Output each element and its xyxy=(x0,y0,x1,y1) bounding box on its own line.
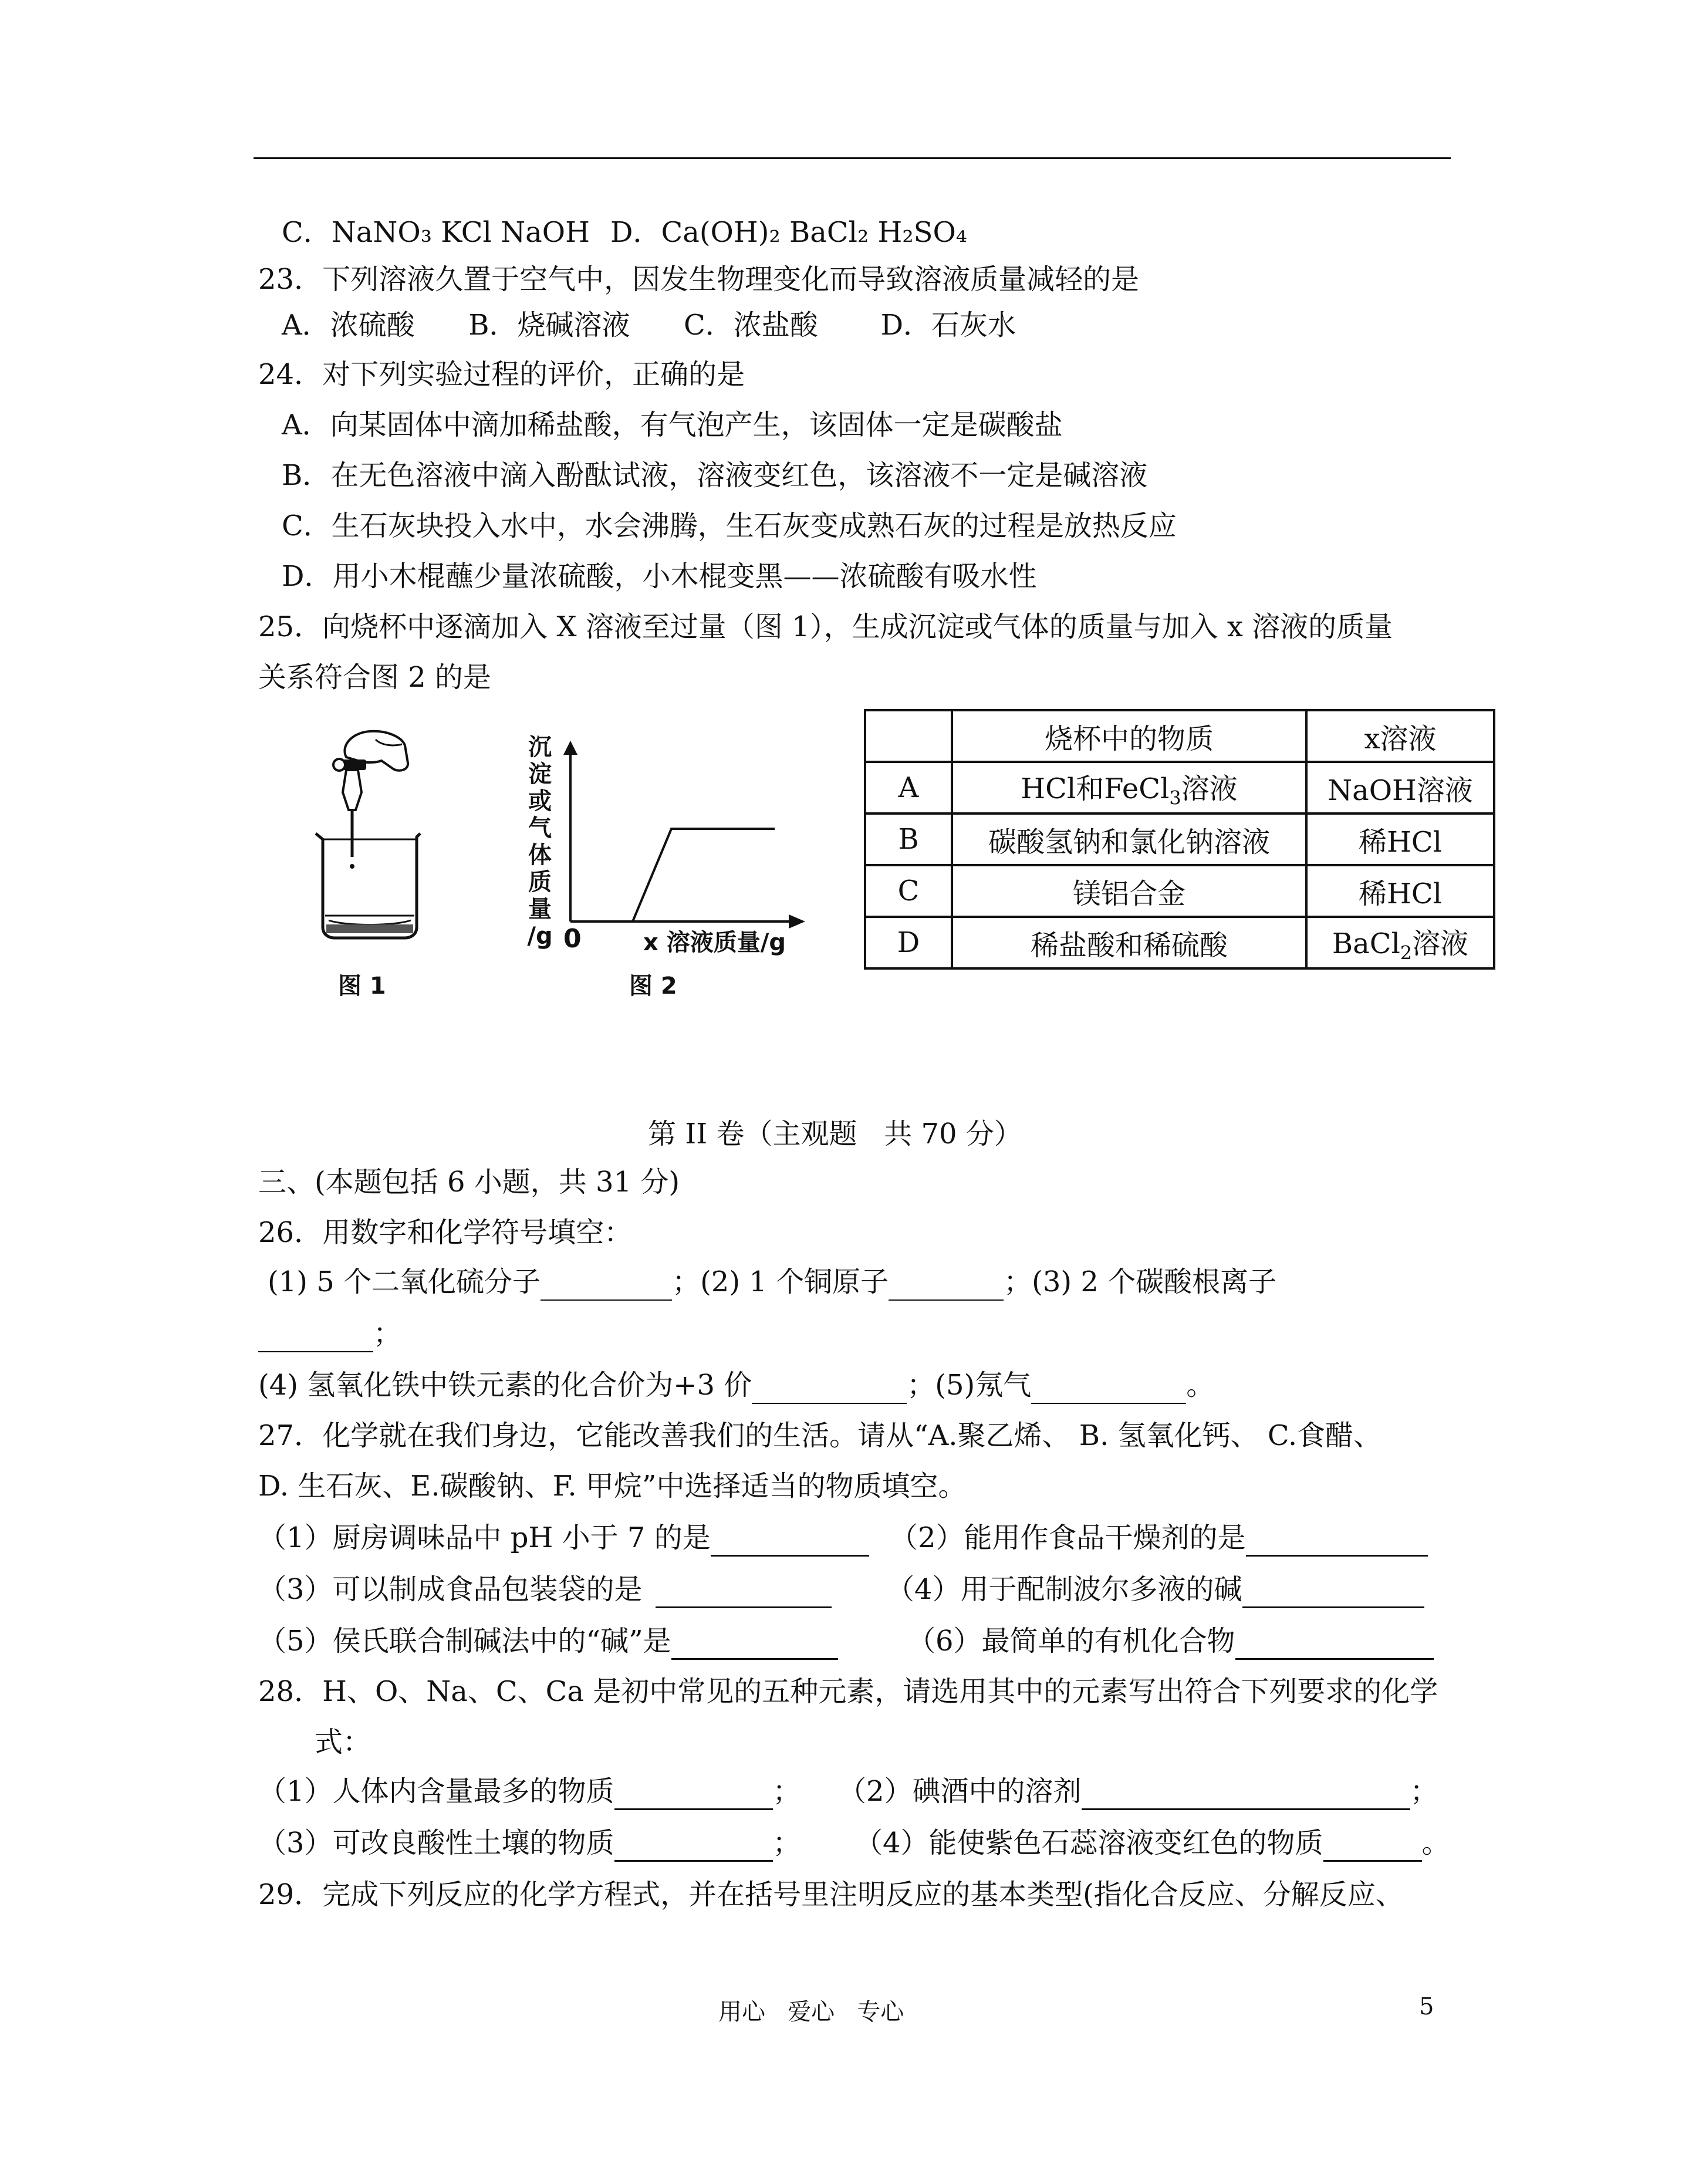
answer-blank[interactable] xyxy=(1235,1628,1434,1660)
q27-stem-line2: D. 生石灰、E.碳酸钠、F. 甲烷”中选择适当的物质填空。 xyxy=(258,1470,967,1503)
option-key: C xyxy=(865,865,952,917)
q26-stem: 26．用数字和化学符号填空： xyxy=(258,1216,633,1249)
answer-blank[interactable] xyxy=(614,1778,773,1810)
punctuation: ； xyxy=(1410,1775,1438,1808)
q28-stem-line1: 28．H、O、Na、C、Ca 是初中常见的五种元素，请选用其中的元素写出符合下列要求的化学 xyxy=(258,1675,1438,1708)
q27-item-4 xyxy=(886,1571,1424,1608)
q27-item-2 xyxy=(890,1519,1428,1557)
q25-stem-line1: 25．向烧杯中逐滴加入 X 溶液至过量（图 1），生成沉淀或气体的质量与加入 x 溶液的质量 xyxy=(258,610,1393,643)
option-substance: 碳酸氢钠和氯化钠溶液 xyxy=(952,813,1306,865)
option-substance: HCl和FeCl$_3$溶液 xyxy=(952,762,1306,813)
q25-options-table xyxy=(864,709,1495,970)
q27-item-6-text: （6）最简单的有机化合物 xyxy=(907,1625,1235,1658)
option-substance: 镁铝合金 xyxy=(952,865,1306,917)
q28-item-1-text: （1）人体内含量最多的物质 xyxy=(258,1775,614,1808)
q27-item-1-text: （1）厨房调味品中 pH 小于 7 的是 xyxy=(258,1521,711,1554)
q24-stem: 24．对下列实验过程的评价，正确的是 xyxy=(258,358,745,391)
option-substance: 稀盐酸和稀硫酸 xyxy=(952,917,1306,968)
q28-item-1 xyxy=(258,1773,801,1810)
punctuation: ； xyxy=(772,1827,801,1859)
answer-blank[interactable] xyxy=(711,1524,869,1557)
q23-options: A．浓硫酸 B．烧碱溶液 C．浓盐酸 D．石灰水 xyxy=(282,309,1016,342)
option-key: A xyxy=(865,762,952,813)
q26-line2 xyxy=(258,1315,401,1352)
q27-item-1 xyxy=(258,1519,869,1557)
answer-blank[interactable] xyxy=(614,1829,773,1862)
section-3-heading: 三、(本题包括 6 小题，共 31 分) xyxy=(258,1166,680,1199)
q28-item-2-text: （2）碘酒中的溶剂 xyxy=(838,1775,1082,1808)
q28-item-4-text: （4）能使紫色石蕊溶液变红色的物质 xyxy=(854,1827,1323,1859)
punctuation: ； xyxy=(373,1317,402,1350)
q26-item-5: ；(5)氖气 xyxy=(907,1369,1032,1402)
q27-item-3 xyxy=(258,1571,832,1608)
table-row xyxy=(865,865,1494,917)
answer-blank[interactable] xyxy=(656,1576,832,1608)
table-header-row xyxy=(865,710,1494,762)
figure-1-label: 图 1 xyxy=(338,973,386,1000)
option-solution: BaCl$_2$溶液 xyxy=(1306,917,1494,968)
q28-item-4 xyxy=(854,1824,1450,1862)
punctuation: 。 xyxy=(1186,1369,1215,1402)
answer-blank[interactable] xyxy=(671,1628,838,1660)
q27-item-6 xyxy=(907,1622,1434,1660)
mass-curve-graph xyxy=(563,740,810,933)
table-header-cell: x溶液 xyxy=(1306,710,1494,762)
answer-blank[interactable] xyxy=(1031,1372,1186,1404)
punctuation: ； xyxy=(772,1775,801,1808)
answer-blank[interactable] xyxy=(1323,1829,1422,1862)
q26-item-3: ；(3) 2 个碳酸根离子 xyxy=(1004,1265,1277,1298)
option-solution: NaOH溶液 xyxy=(1306,762,1494,813)
footer-motto: 用心 爱心 专心 xyxy=(718,1999,904,2026)
q28-item-3 xyxy=(258,1824,801,1862)
answer-blank[interactable] xyxy=(752,1372,907,1404)
q24-option-a: A．向某固体中滴加稀盐酸，有气泡产生，该固体一定是碳酸盐 xyxy=(282,409,1063,441)
q23-stem: 23．下列溶液久置于空气中，因发生物理变化而导致溶液质量减轻的是 xyxy=(258,263,1140,296)
q24-option-b: B．在无色溶液中滴入酚酞试液，溶液变红色，该溶液不一定是碱溶液 xyxy=(282,459,1148,492)
punctuation: 。 xyxy=(1421,1827,1450,1859)
option-key: B xyxy=(865,813,952,865)
q26-line1 xyxy=(268,1263,1276,1301)
answer-blank[interactable] xyxy=(1242,1576,1424,1608)
q24-option-c: C．生石灰块投入水中，水会沸腾，生石灰变成熟石灰的过程是放热反应 xyxy=(282,509,1177,542)
q28-item-3-text: （3）可改良酸性土壤的物质 xyxy=(258,1827,614,1859)
answer-blank[interactable] xyxy=(1246,1524,1428,1557)
table-row xyxy=(865,917,1494,968)
page-number: 5 xyxy=(1419,1993,1434,2020)
q27-stem-line1: 27．化学就在我们身边，它能改善我们的生活。请从“A.聚乙烯、 B. 氢氧化钙、 C.食醋、 xyxy=(258,1419,1382,1452)
beaker-dropper-illustration xyxy=(305,722,440,945)
q26-line3 xyxy=(258,1366,1214,1404)
q29-stem: 29．完成下列反应的化学方程式，并在括号里注明反应的基本类型(指化合反应、分解反应、 xyxy=(258,1878,1404,1911)
q27-item-5 xyxy=(258,1622,838,1660)
q24-option-d: D．用小木棍蘸少量浓硫酸，小木棍变黑——浓硫酸有吸水性 xyxy=(282,560,1037,593)
table-row xyxy=(865,813,1494,865)
figure-2-x-axis-label: x 溶液质量/g xyxy=(643,929,786,956)
option-solution: 稀HCl xyxy=(1306,865,1494,917)
figure-2-y-axis-label: 沉 淀 或 气 体 质 量 /g xyxy=(527,734,553,950)
answer-blank[interactable] xyxy=(541,1269,672,1301)
table-header-cell: 烧杯中的物质 xyxy=(952,710,1306,762)
q28-item-2 xyxy=(838,1773,1438,1810)
answer-blank[interactable] xyxy=(258,1321,373,1352)
figure-2-origin: 0 xyxy=(563,924,582,954)
part-2-title: 第 II 卷（主观题 共 70 分） xyxy=(648,1118,1022,1150)
q22-option-c: C．NaNO₃ KCl NaOH xyxy=(282,216,590,249)
table-header-cell xyxy=(865,710,952,762)
q27-item-3-text: （3）可以制成食品包装袋的是 xyxy=(258,1573,643,1606)
figure-2-label: 图 2 xyxy=(629,973,677,1000)
header-rule xyxy=(254,157,1451,159)
answer-blank[interactable] xyxy=(889,1269,1004,1301)
q26-item-4: (4) 氢氧化铁中铁元素的化合价为+3 价 xyxy=(258,1369,752,1402)
q27-item-4-text: （4）用于配制波尔多液的碱 xyxy=(886,1573,1242,1606)
table-row xyxy=(865,762,1494,813)
option-key: D xyxy=(865,917,952,968)
q26-item-2: ；(2) 1 个铜原子 xyxy=(672,1265,889,1298)
q27-item-2-text: （2）能用作食品干燥剂的是 xyxy=(890,1521,1246,1554)
q27-item-5-text: （5）侯氏联合制碱法中的“碱”是 xyxy=(258,1625,671,1658)
option-solution: 稀HCl xyxy=(1306,813,1494,865)
answer-blank[interactable] xyxy=(1082,1778,1410,1810)
q25-stem-line2: 关系符合图 2 的是 xyxy=(258,661,492,694)
q26-item-1: (1) 5 个二氧化硫分子 xyxy=(268,1265,541,1298)
q28-stem-line2: 式： xyxy=(315,1726,371,1758)
q22-option-d: D．Ca(OH)₂ BaCl₂ H₂SO₄ xyxy=(610,216,968,249)
